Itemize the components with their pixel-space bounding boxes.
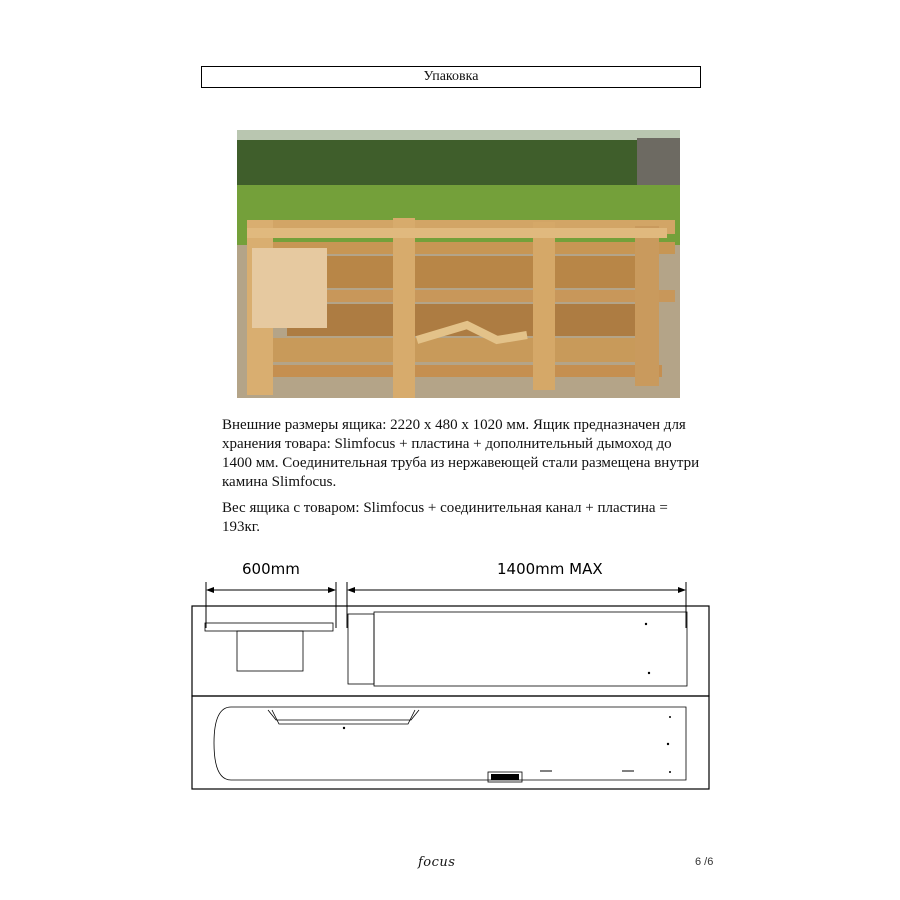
crate-technical-drawing [186,550,716,800]
page-number: 6 /6 [695,856,714,868]
description [222,416,702,544]
focus-logo: focus [418,855,456,870]
crate-photo [237,130,680,398]
dimension-label-1400: 1400mm MAX [497,560,603,578]
description-dimensions: Внешние размеры ящика: 2220 x 480 x 1020 мм. Ящик предназначен для хранения товара: Slimfocus + пластина + дополнительный дымоход до 1400 мм. Соединительная труба из нержавеющей стали размещена внутри камина Slimfocus. [222,417,700,490]
dimension-label-600: 600mm [242,560,300,578]
crate-photo-illustration [237,130,680,398]
page-title: Упаковка [201,66,701,88]
description-weight: Вес ящика с товаром: Slimfocus + соединительная канал + пластина = 193кг. [222,500,668,535]
